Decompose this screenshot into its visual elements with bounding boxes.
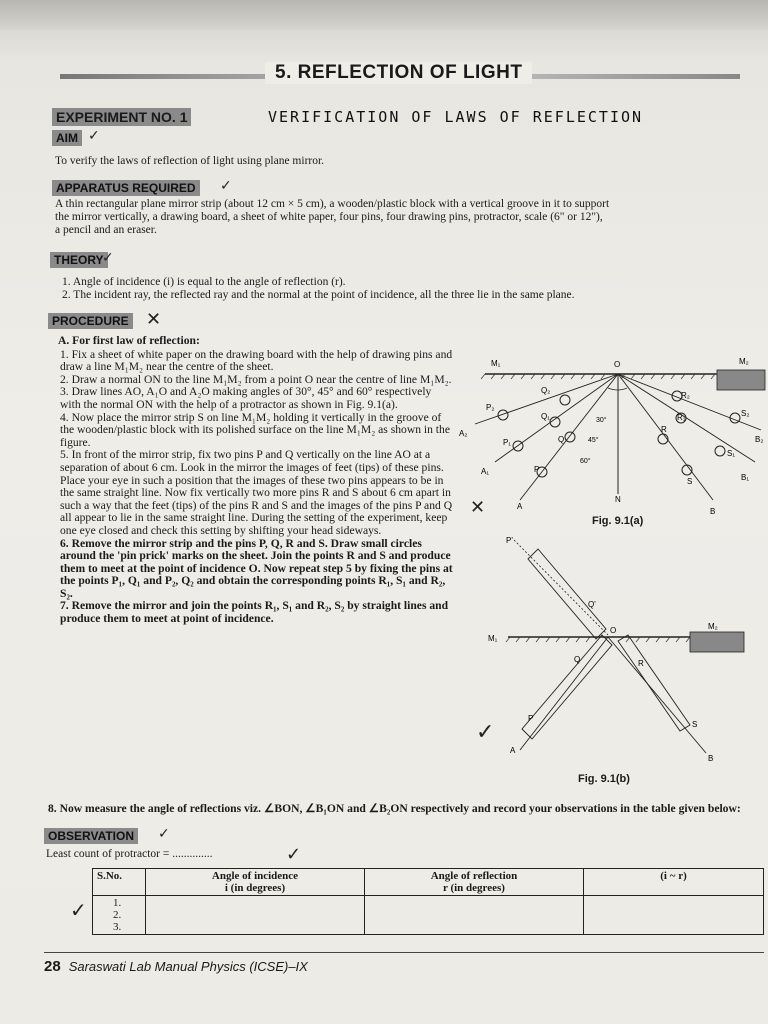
procedure-step: 8. Now measure the angle of reflections viz. ∠BON, ∠B₁ON and ∠B₂ON respectively and record your observations in the table given below:	[48, 802, 741, 815]
fig-b-label: Q	[574, 655, 581, 664]
procedure-step: 7. Remove the mirror and join the points R₁, S₁ and R₂, S₂ by straight lines and produce them to meet at point of incidence.	[60, 599, 449, 626]
table-header-row	[93, 869, 764, 896]
fig-a-label: A₁	[481, 467, 490, 476]
row-number: 1.	[113, 897, 122, 909]
fig-a-label: P	[534, 465, 540, 474]
row-number: 3.	[113, 921, 122, 933]
fig-a-label: Q₁	[541, 412, 550, 421]
fig-a-label: M₁	[491, 359, 501, 368]
fig-b-label: Q'	[588, 600, 596, 609]
aim-heading: AIM	[52, 130, 82, 146]
theory-item: 1. Angle of incidence (i) is equal to the angle of reflection (r).	[62, 276, 346, 288]
fig-a-label: A₂	[459, 429, 468, 438]
table-cell	[365, 896, 584, 935]
procedure-step: 4. Now place the mirror strip S on line M₁M₂ holding it vertically in the groove of the wooden/plastic block with its polished surface on the line M₁M₂ as shown in the figure.	[60, 410, 450, 449]
apparatus-line: the mirror vertically, a drawing board, a sheet of white paper, four pins, four drawing pins, protractor, scale (6" or 12"),	[55, 211, 603, 223]
procedure-subheading: A. For first law of reflection:	[58, 334, 200, 347]
check-mark-icon: ✓	[476, 720, 495, 745]
fig-b-label: A	[510, 746, 516, 755]
check-mark-icon: ✓	[102, 250, 114, 266]
fig-a-label: B₂	[755, 435, 764, 444]
fig-b-label: O	[610, 626, 617, 635]
fig-b-label: M₂	[708, 622, 718, 631]
fig-b-label: B	[708, 754, 714, 763]
apparatus-text	[55, 198, 765, 237]
fig-a-label: Q₂	[541, 386, 551, 395]
procedure-step: 6. Remove the mirror strip and the pins P, Q, R and S. Draw small circles around the 'pin prick' marks on the sheet. Join the points R and S and produce them to meet at the point of incidence O. Now repeat step 5 by fixing the pins at the points P₁, Q₁ and P₂, Q₂ and obtain the corresponding points R₁, S₁ and R₂, S₂.	[60, 536, 453, 600]
header-line: Angle of incidence	[211, 870, 299, 882]
fig-a-label: B₁	[741, 473, 750, 482]
procedure-step: 1. Fix a sheet of white paper on the drawing board with the help of drawing pins and draw a line M₁M₂ near the centre of the sheet.	[60, 347, 453, 374]
fig-a-label: S₂	[741, 409, 750, 418]
fig-a-label: A	[517, 502, 523, 511]
theory-item: 2. The incident ray, the reflected ray and the normal at the point of incidence, all the three lie in the same plane.	[62, 289, 575, 301]
table-header	[146, 869, 365, 896]
fig-a-label: P₂	[486, 403, 495, 412]
row-number: 2.	[113, 909, 122, 921]
table-cell-sno	[93, 896, 146, 935]
experiment-label	[52, 108, 191, 126]
table-header	[365, 869, 584, 896]
footer-rule	[44, 952, 764, 953]
handwritten-title: VERIFICATION OF LAWS OF REFLECTION	[268, 108, 644, 126]
fig-a-label: Q	[558, 435, 565, 444]
fig-b-label: S	[692, 720, 698, 729]
fig-a-label: 45°	[588, 437, 599, 444]
fig-a-label: R	[661, 425, 667, 434]
table-header: (i ~ r)	[584, 869, 764, 896]
figure-9-1b	[480, 535, 750, 775]
procedure-step: 5. In front of the mirror strip, fix two pins P and Q vertically on the line AO at a separation of about 6 cm. Look in the mirror the images of feet (tips) of these pins. Place your eye in such a position that the images of these two pins appears to be in the same straight line. Now fix vertically two more pins R and S about 6 cm apart in such a way that the feet (tips) of the pins R and S and the images of the pins P and Q all appear to lie in the same straight line. During the setting of the experiment, keep one eye closed and check this setting by shifting your head sideways.	[60, 448, 453, 537]
check-mark-icon: ✓	[158, 826, 170, 842]
experiment-number: 1	[179, 109, 188, 125]
fig-a-label: M₂	[739, 357, 749, 366]
fig-b-label: R	[638, 659, 644, 668]
book-title: Saraswati Lab Manual Physics (ICSE)–IX	[68, 959, 308, 974]
fig-a-label: R₂	[681, 391, 690, 400]
fig-a-label: S₁	[727, 449, 736, 458]
check-mark-icon: ✓	[220, 178, 232, 194]
fig-a-caption: Fig. 9.1(a)	[592, 515, 644, 527]
fig-a-label: P₁	[503, 438, 512, 447]
table-header: S.No.	[93, 869, 146, 896]
cross-mark-icon: ✕	[470, 497, 486, 518]
procedure-text	[48, 335, 453, 626]
fig-b-label: P'	[506, 536, 513, 545]
theory-heading: THEORY	[50, 252, 108, 268]
check-mark-icon: ✓	[286, 844, 302, 865]
table-cell	[584, 896, 764, 935]
fig-b-caption: Fig. 9.1(b)	[578, 773, 630, 785]
apparatus-line: A thin rectangular plane mirror strip (about 12 cm × 5 cm), a wooden/plastic block with a vertical groove in it to support	[55, 198, 610, 210]
page-top-shadow	[0, 0, 768, 30]
theory-list	[62, 276, 762, 302]
table-row	[93, 896, 764, 935]
experiment-label-text: EXPERIMENT NO.	[56, 109, 176, 125]
header-line: r (in degrees)	[443, 882, 505, 894]
fig-a-label: 60°	[580, 458, 591, 465]
fig-a-label: B	[710, 507, 716, 516]
procedure-step: 2. Draw a normal ON to the line M₁M₂ from a point O near the centre of line M₁M₂.	[60, 372, 452, 386]
fig-a-label: N	[615, 495, 621, 504]
table-cell	[146, 896, 365, 935]
aim-text: To verify the laws of reflection of light using plane mirror.	[55, 155, 325, 167]
check-mark-icon: ✓	[88, 128, 100, 144]
observation-heading: OBSERVATION	[44, 828, 138, 844]
header-line: Angle of reflection	[430, 870, 518, 882]
procedure-step: 3. Draw lines AO, A₁O and A₂O making angles of 30°, 45° and 60° respectively with the normal ON with the help of a protractor as shown in Fig. 9.1(a).	[60, 385, 432, 411]
apparatus-line: a pencil and an eraser.	[55, 224, 157, 236]
fig-b-label: P	[528, 714, 534, 723]
procedure-heading: PROCEDURE	[48, 313, 133, 329]
observation-table	[92, 868, 764, 935]
footer	[44, 958, 308, 975]
fig-b-label: M₁	[488, 634, 498, 643]
check-mark-icon: ✓	[70, 898, 87, 922]
fig-a-label: S	[687, 477, 693, 486]
chapter-title: 5. REFLECTION OF LIGHT	[265, 62, 532, 84]
cross-mark-icon: ✕	[146, 309, 162, 330]
header-line: i (in degrees)	[224, 882, 286, 894]
figure-9-1a	[455, 352, 768, 532]
least-count: Least count of protractor = ..............	[46, 848, 213, 860]
fig-a-label: 30°	[596, 417, 607, 424]
chapter-title-bar	[60, 60, 740, 92]
page-number: 28	[44, 958, 61, 975]
fig-a-label: O	[614, 360, 621, 369]
apparatus-heading: APPARATUS REQUIRED	[52, 180, 200, 196]
fig-a-label: R₁	[677, 413, 686, 422]
